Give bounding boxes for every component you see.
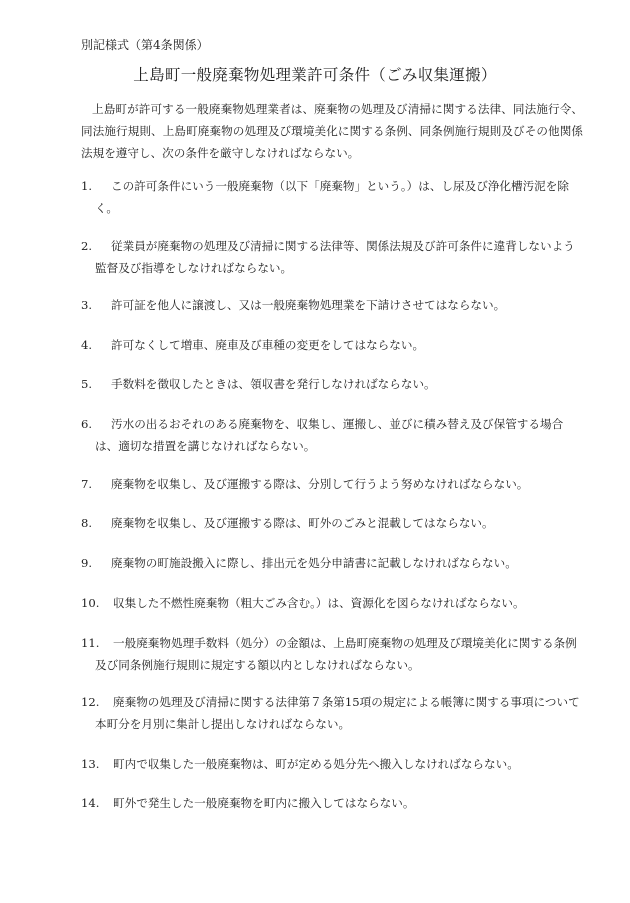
condition-number: 12. (81, 695, 100, 709)
condition-item (81, 632, 585, 676)
condition-number: 3. (81, 298, 93, 312)
condition-number: 10. (81, 596, 100, 610)
condition-item (81, 175, 585, 219)
condition-text: 廃棄物の町施設搬入に際し、排出元を処分申請書に記載しなければならない。 (111, 556, 517, 570)
condition-number: 6. (81, 417, 93, 431)
condition-text: 許可なくして増車、廃車及び車種の変更をしてはならない。 (111, 338, 425, 352)
condition-number: 2. (81, 239, 93, 253)
condition-text: 収集した不燃性廃棄物（粗大ごみ含む。）は、資源化を図らなければならない。 (113, 596, 525, 610)
condition-item (81, 792, 585, 814)
condition-text: この許可条件にいう一般廃棄物（以下「廃棄物」という。）は、し尿及び浄化槽汚泥を除く。 (95, 179, 569, 215)
condition-text: 一般廃棄物処理手数料（処分）の金額は、上島町廃棄物の処理及び環境美化に関する条例及び同条例施行規則に規定する額以内としなければならない。 (95, 636, 577, 672)
condition-item (81, 691, 585, 735)
condition-number: 14. (81, 796, 100, 810)
condition-text: 町外で発生した一般廃棄物を町内に搬入してはならない。 (113, 796, 415, 810)
condition-item (81, 294, 585, 316)
condition-item (81, 473, 585, 495)
condition-item (81, 753, 585, 775)
intro-paragraph: 上島町が許可する一般廃棄物処理業者は、廃棄物の処理及び清掃に関する法律、同法施行令、同法施行規則、上島町廃棄物の処理及び環境美化に関する条例、同条例施行規則及びその他関係法規を遵守し、次の条件を厳守しなければならない。 (81, 102, 583, 160)
condition-item (81, 592, 585, 614)
condition-number: 8. (81, 516, 93, 530)
condition-text: 許可証を他人に譲渡し、又は一般廃棄物処理業を下請けさせてはならない。 (111, 298, 506, 312)
condition-item (81, 512, 585, 534)
condition-text: 廃棄物の処理及び清掃に関する法律第７条第15項の規定による帳簿に関する事項について本町分を月別に集計し提出しなければならない。 (95, 695, 580, 731)
condition-text: 従業員が廃棄物の処理及び清掃に関する法律等、関係法規及び許可条件に違背しないよう監督及び指導をしなければならない。 (95, 239, 575, 275)
condition-text: 汚水の出るおそれのある廃棄物を、収集し、運搬し、並びに積み替え及び保管する場合は、適切な措置を講じなければならない。 (95, 417, 564, 453)
condition-text: 手数料を徴収したときは、領収書を発行しなければならない。 (111, 377, 436, 391)
condition-number: 5. (81, 377, 93, 391)
condition-number: 4. (81, 338, 93, 352)
condition-item (81, 334, 585, 356)
condition-number: 11. (81, 636, 100, 650)
condition-number: 9. (81, 556, 93, 570)
condition-text: 廃棄物を収集し、及び運搬する際は、町外のごみと混載してはならない。 (111, 516, 494, 530)
form-label: 別記様式（第4条関係） (81, 38, 209, 52)
page-title: 上島町一般廃棄物処理業許可条件（ごみ収集運搬） (133, 66, 497, 84)
condition-number: 13. (81, 757, 100, 771)
condition-text: 廃棄物を収集し、及び運搬する際は、分別して行うよう努めなければならない。 (111, 477, 529, 491)
condition-number: 7. (81, 477, 93, 491)
condition-number: 1. (81, 179, 93, 193)
condition-item (81, 552, 585, 574)
condition-item (81, 235, 585, 279)
condition-item (81, 413, 585, 457)
condition-item (81, 373, 585, 395)
condition-text: 町内で収集した一般廃棄物は、町が定める処分先へ搬入しなければならない。 (113, 757, 519, 771)
